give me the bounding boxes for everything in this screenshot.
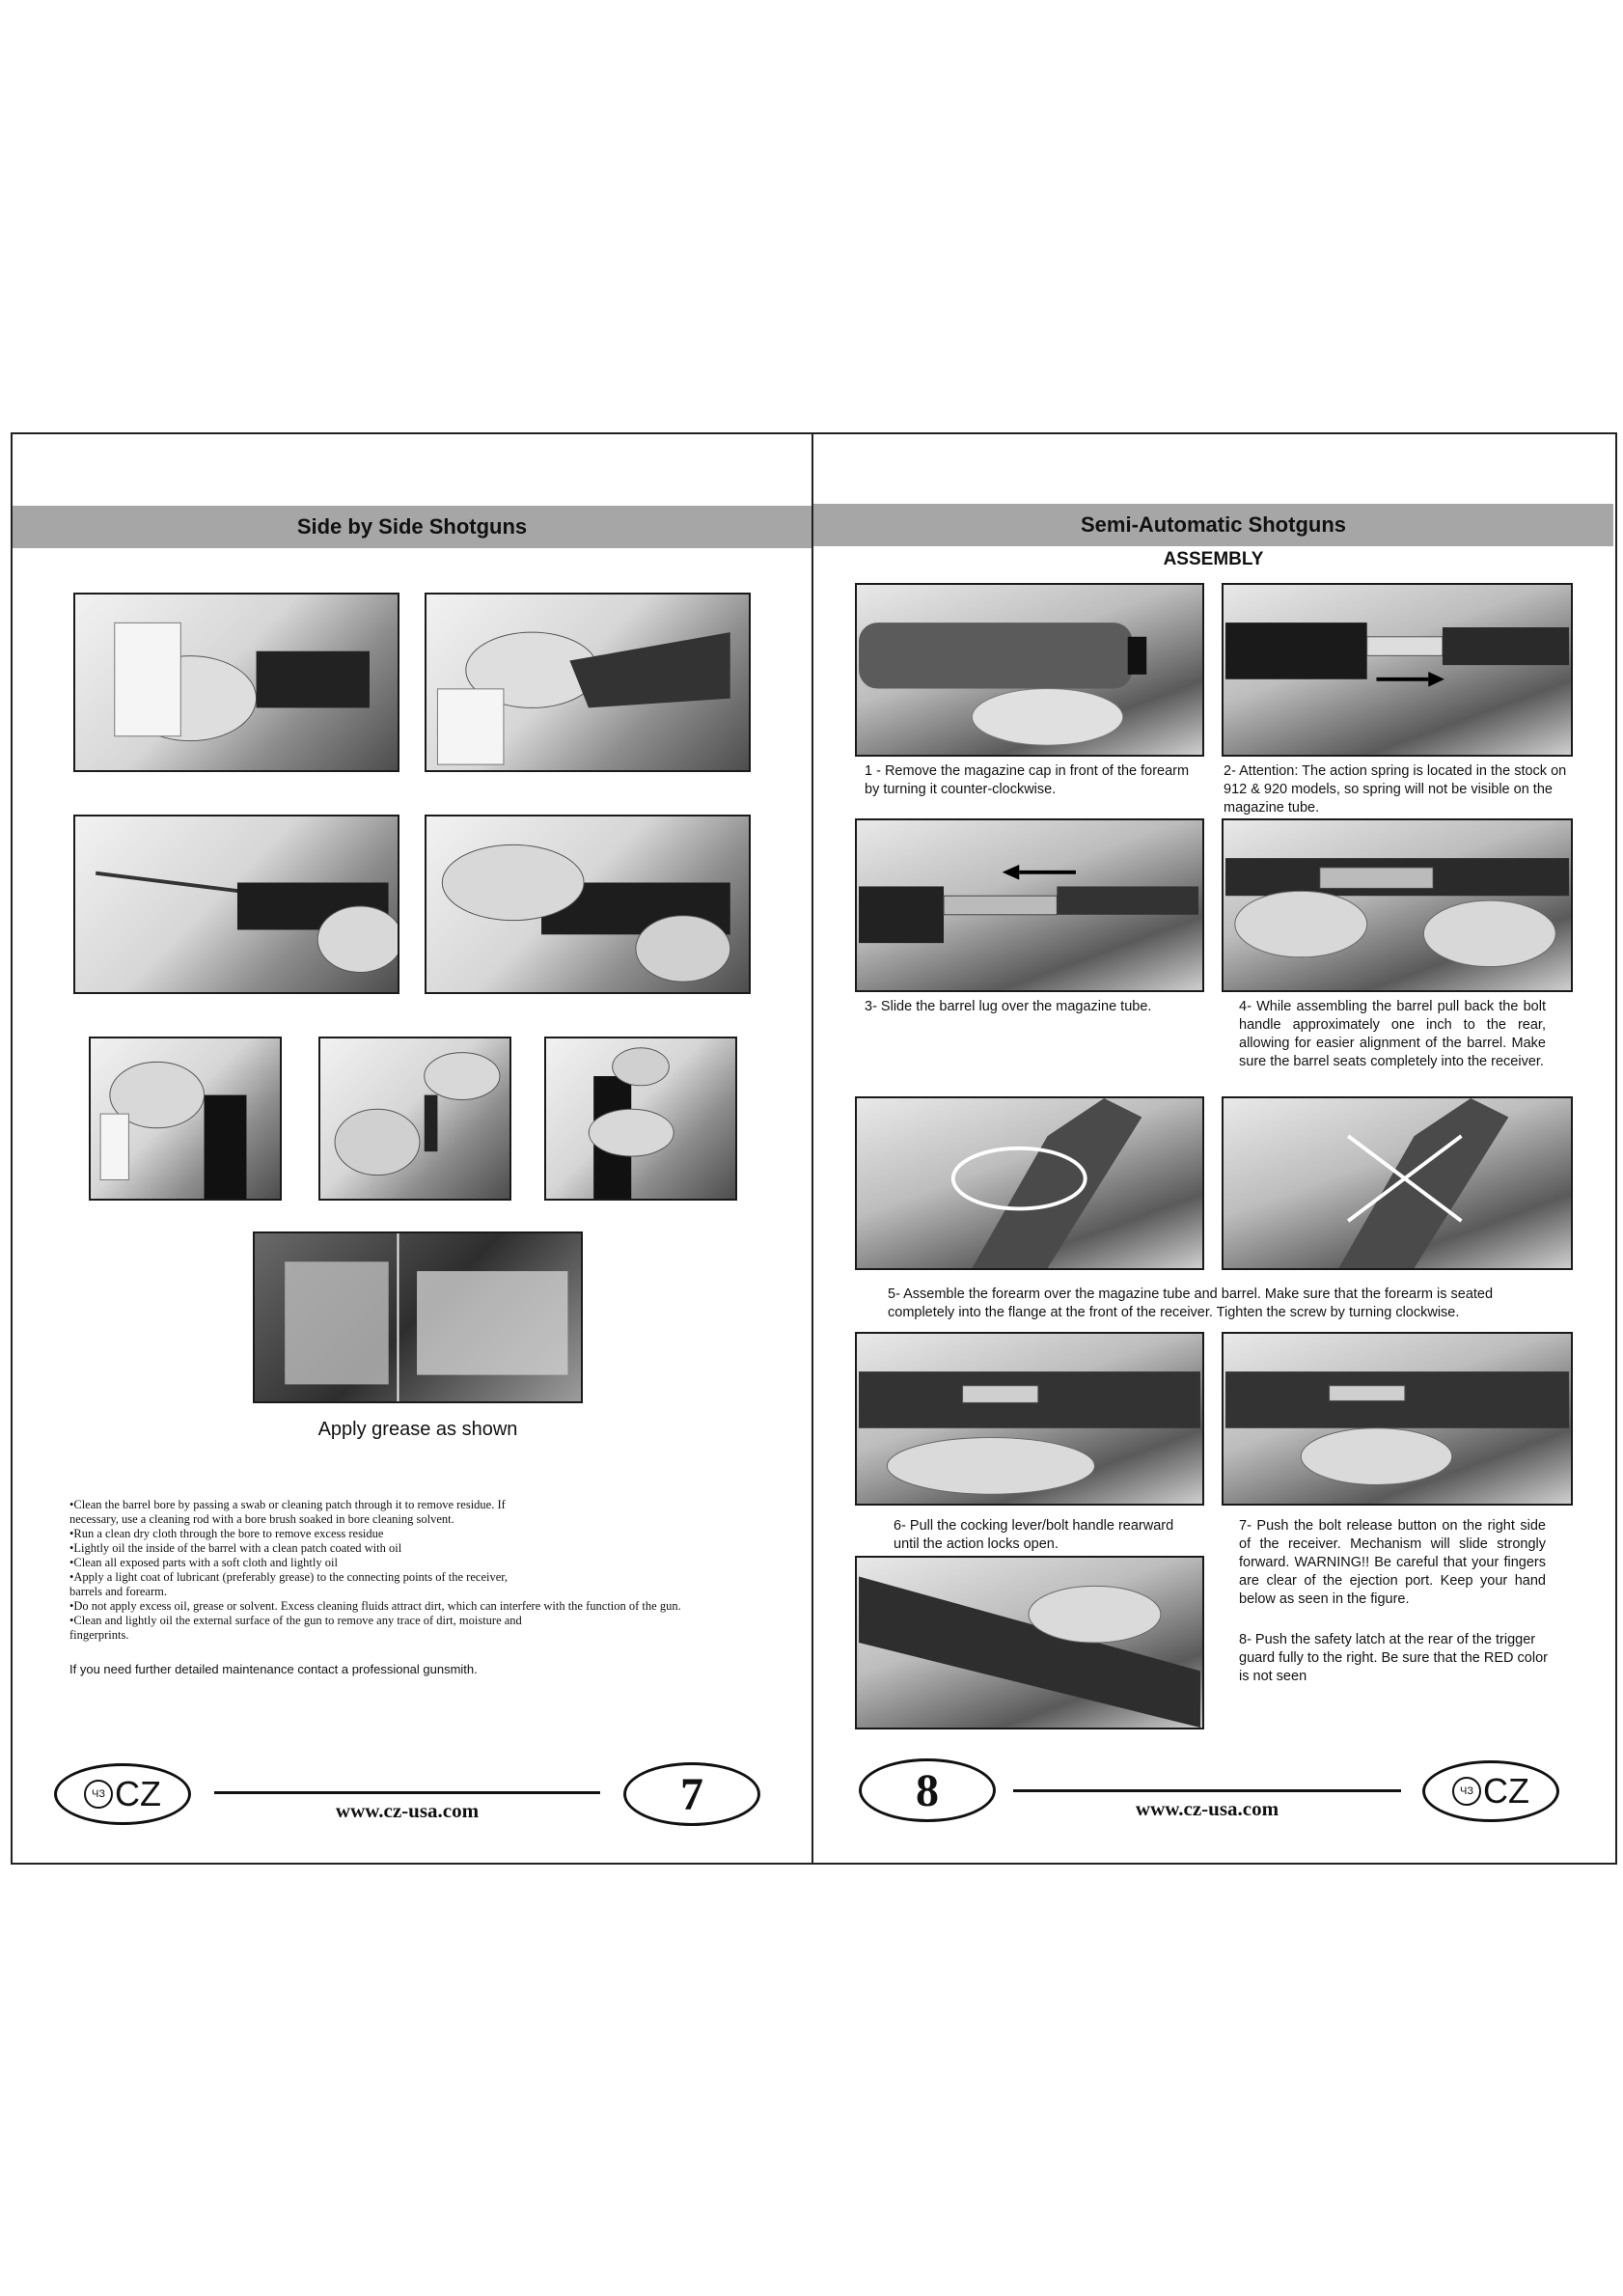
photo-spray-receiver (73, 593, 399, 772)
maintenance-line: •Clean the barrel bore by passing a swab or cleaning patch through it to remove residue. If (69, 1498, 506, 1511)
photo-step-2 (1222, 583, 1573, 757)
step-2-text: 2- Attention: The action spring is located in the stock on 912 & 920 models, so spring will not be visible on the magazine tube. (1224, 763, 1567, 816)
photo-step-6 (855, 1332, 1204, 1506)
maintenance-line: fingerprints. (69, 1628, 129, 1642)
maintenance-line: •Apply a light coat of lubricant (preferably grease) to the connecting points of the receiver, (69, 1570, 509, 1584)
website-right: www.cz-usa.com (1135, 1797, 1279, 1820)
footer-rule-right (1013, 1789, 1401, 1792)
maintenance-line: •Do not apply excess oil, grease or solvent. Excess cleaning fluids attract dirt, which can interfere with the function of the gun. (69, 1599, 681, 1613)
photo-step-8 (855, 1556, 1204, 1729)
photo-step-3 (855, 818, 1204, 992)
step-5-text: 5- Assemble the forearm over the magazine tube and barrel. Make sure that the forearm is seated completely into the flange at the front of the receiver. Tighten the screw by turning clockwise. (888, 1286, 1494, 1320)
photo-forearm-spray (89, 1037, 282, 1201)
photo-step-5-incorrect (1222, 1096, 1573, 1270)
maintenance-instructions (69, 1498, 784, 1643)
grease-caption: Apply grease as shown (317, 1419, 518, 1440)
photo-cleaning-rod (425, 815, 751, 994)
assembly-subheading: ASSEMBLY (1163, 549, 1264, 569)
cz-logo-right (1422, 1760, 1559, 1822)
step-6-text: 6- Pull the cocking lever/bolt handle rearward until the action locks open. (894, 1518, 1174, 1552)
page-number-8: 8 (859, 1758, 996, 1822)
photo-step-1 (855, 583, 1204, 757)
footer-rule-left (214, 1791, 600, 1794)
cz-badge-icon: ЧЗ (1452, 1777, 1481, 1806)
step-1-text: 1 - Remove the magazine cap in front of the forearm by turning it counter-clockwise. (865, 763, 1190, 797)
maintenance-line: necessary, use a cleaning rod with a bore brush soaked in bore cleaning solvent. (69, 1512, 454, 1526)
right-page-heading: Semi-Automatic Shotguns (813, 504, 1613, 546)
maintenance-line: barrels and forearm. (69, 1585, 167, 1598)
photo-step-5-correct (855, 1096, 1204, 1270)
gunsmith-note: If you need further detailed maintenance contact a professional gunsmith. (69, 1662, 478, 1676)
photo-bore-brush (73, 815, 399, 994)
page-divider (812, 432, 813, 1865)
cz-logo-left (54, 1763, 191, 1825)
step-3-text: 3- Slide the barrel lug over the magazine tube. (865, 999, 1152, 1014)
left-page-heading: Side by Side Shotguns (13, 506, 812, 548)
website-left: www.cz-usa.com (335, 1799, 480, 1822)
step-4-text: 4- While assembling the barrel pull back the bolt handle approximately one inch to the rear, allowing for easier alignment of the barrel. Make sure the barrel seats completely into the receiver. (1239, 999, 1546, 1069)
photo-grease-points (253, 1231, 583, 1403)
logo-text: CZ (115, 1774, 161, 1813)
page-number-7: 7 (623, 1762, 760, 1826)
cz-badge-icon: ЧЗ (84, 1780, 113, 1809)
photo-step-4 (1222, 818, 1573, 992)
photo-part-spray (318, 1037, 511, 1201)
photo-forearm-hand (544, 1037, 737, 1201)
maintenance-line: •Clean all exposed parts with a soft cloth and lightly oil (69, 1556, 338, 1569)
maintenance-line: •Run a clean dry cloth through the bore to remove excess residue (69, 1527, 384, 1540)
maintenance-line: •Clean and lightly oil the external surface of the gun to remove any trace of dirt, moisture and (69, 1614, 522, 1627)
maintenance-line: •Lightly oil the inside of the barrel with a clean patch coated with oil (69, 1541, 402, 1555)
photo-spray-action (425, 593, 751, 772)
photo-step-7 (1222, 1332, 1573, 1506)
logo-text: CZ (1483, 1771, 1529, 1811)
step-8-text: 8- Push the safety latch at the rear of the trigger guard fully to the right. Be sure that the RED color is not seen (1239, 1632, 1548, 1684)
step-7-text: 7- Push the bolt release button on the right side of the receiver. Mechanism will slide strongly forward. WARNING!! Be careful that your fingers are clear of the ejection port. Keep your hand below as seen in the figure. (1239, 1518, 1546, 1607)
